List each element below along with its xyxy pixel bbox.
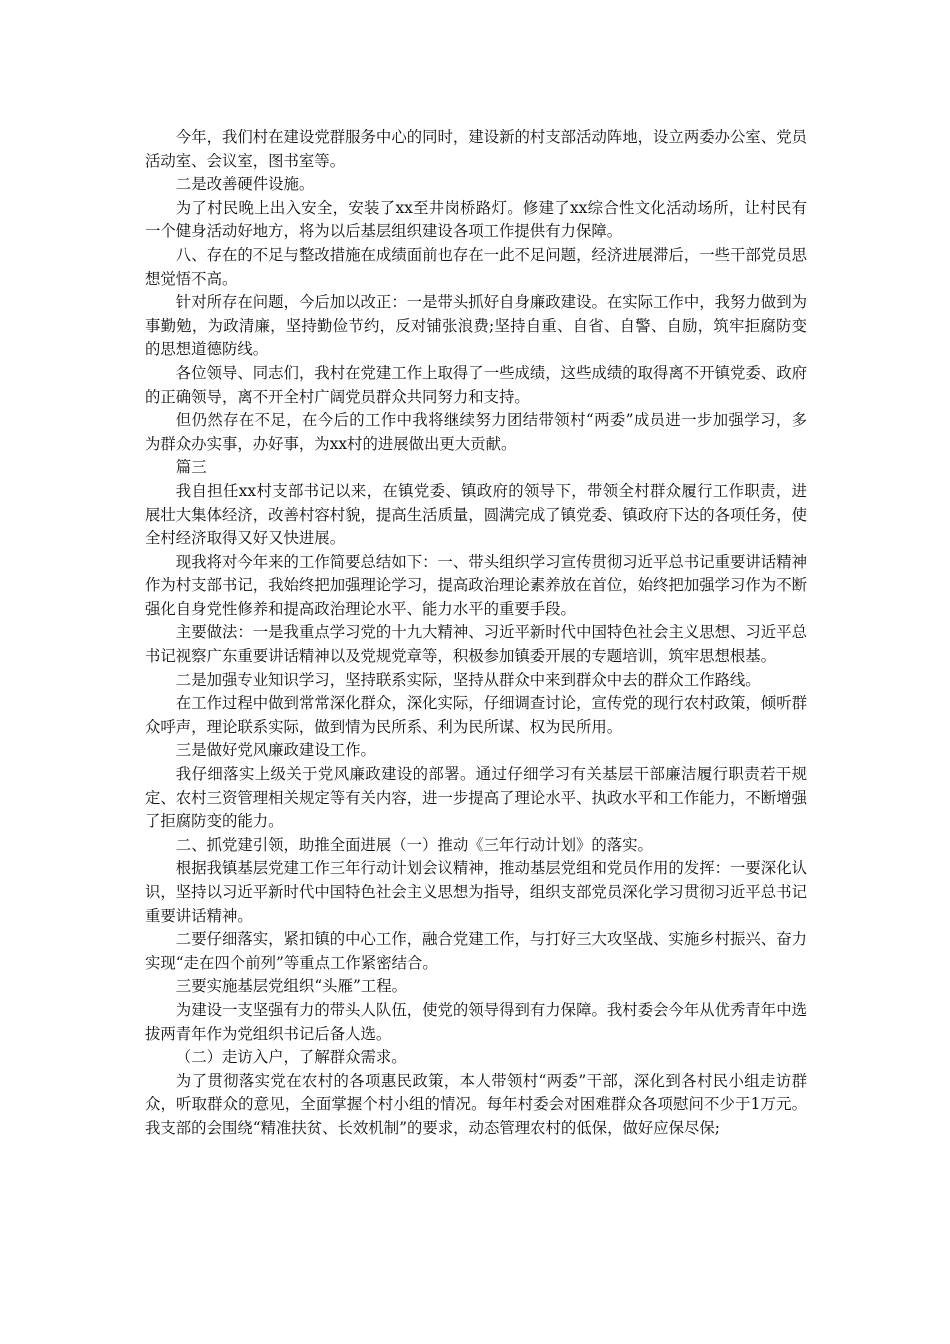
paragraph: 在工作过程中做到常常深化群众，深化实际，仔细调查讨论，宣传党的现行农村政策，倾听群众呼声，理论联系实际，做到情为民所系、利为民所谋、权为民所用。 — [145, 694, 807, 736]
paragraph: 为建设一支坚强有力的带头人队伍，使党的领导得到有力保障。我村委会今年从优秀青年中选拔两青年作为党组织书记后备人选。 — [145, 1000, 807, 1043]
paragraph: 今年，我们村在建设党群服务中心的同时，建设新的村支部活动阵地，设立两委办公室、党员活动室、会议室，图书室等。 — [145, 128, 807, 170]
paragraph: 我仔细落实上级关于党风廉政建设的部署。通过仔细学习有关基层干部廉洁履行职责若干规定、农村三资管理相关规定等有关内容，进一步提高了理论水平、执政水平和工作能力，不断增强了拒腐防变的能力。 — [145, 765, 807, 831]
paragraph: 主要做法：一是我重点学习党的十九大精神、习近平新时代中国特色社会主义思想、习近平总书记视察广东重要讲话精神以及党规党章等，积极参加镇委开展的专题培训，筑牢思想根基。 — [145, 623, 807, 666]
paragraph: 八、存在的不足与整改措施在成绩面前也存在一此不足问题，经济进展滞后，一些干部党员思想觉悟不高。 — [145, 245, 807, 288]
document-body — [145, 126, 807, 1141]
paragraph: 二、抓党建引领，助推全面进展（一）推动《三年行动计划》的落实。 — [175, 835, 653, 854]
paragraph: 但仍然存在不足，在今后的工作中我将继续努力团结带领村“两委”成员进一步加强学习，多为群众办实事，办好事，为xx村的进展做出更大贡献。 — [145, 411, 807, 453]
paragraph: （二）走访入户，了解群众需求。 — [175, 1048, 407, 1067]
paragraph: 二要仔细落实，紧扣镇的中心工作，融合党建工作，与打好三大攻坚战、实施乡村振兴、奋力实现“走在四个前列”等重点工作紧密结合。 — [145, 930, 807, 972]
paragraph: 三要实施基层党组织“头雁”工程。 — [175, 977, 408, 996]
paragraph: 我自担任xx村支部书记以来，在镇党委、镇政府的领导下，带领全村群众履行工作职责，进展壮大集体经济，改善村容村貌，提高生活质量，圆满完成了镇党委、镇政府下达的各项任务，使全村经济取得又好又快进展。 — [145, 481, 807, 548]
paragraph: 针对所存在问题，今后加以改正：一是带头抓好自身廉政建设。在实际工作中，我努力做到为事勤勉，为政清廉，坚持勤俭节约，反对铺张浪费;坚持自重、自省、自警、自励，筑牢拒腐防变的思想道德防线。 — [145, 293, 807, 359]
paragraph: 各位领导、同志们，我村在党建工作上取得了一些成绩，这些成绩的取得离不开镇党委、政府的正确领导，离不开全村广阔党员群众共同努力和支持。 — [145, 363, 807, 406]
paragraph: 根据我镇基层党建工作三年行动计划会议精神，推动基层党组和党员作用的发挥：一要深化认识，坚持以习近平新时代中国特色社会主义思想为指导，组织支部党员深化学习贯彻习近平总书记重要讲话精神。 — [145, 859, 807, 925]
paragraph: 三是做好党风廉政建设工作。 — [175, 741, 376, 760]
paragraph: 为了村民晚上出入安全，安装了xx至井岗桥路灯。修建了xx综合性文化活动场所，让村民有一个健身活动好地方，将为以后基层组织建设各项工作提供有力保障。 — [145, 198, 807, 241]
paragraph: 现我将对今年来的工作简要总结如下：一、带头组织学习宣传贯彻习近平总书记重要讲话精神作为村支部书记，我始终把加强理论学习，提高政治理论素养放在首位，始终把加强学习作为不断强化自身党性修养和提高政治理论水平、能力水平的重要手段。 — [145, 552, 807, 618]
section-heading: 篇三 — [175, 458, 207, 477]
paragraph: 二是加强专业知识学习，坚持联系实际，坚持从群众中来到群众中去的群众工作路线。 — [175, 670, 761, 689]
paragraph: 为了贯彻落实党在农村的各项惠民政策，本人带领村“两委”干部，深化到各村民小组走访群众，听取群众的意见，全面掌握个村小组的情况。每年村委会对困难群众各项慰问不少于1万元。我支部的会围绕“精准扶贫、长效机制”的要求，动态管理农村的低保，做好应保尽保; — [145, 1071, 807, 1137]
paragraph: 二是改善硬件设施。 — [175, 175, 315, 194]
